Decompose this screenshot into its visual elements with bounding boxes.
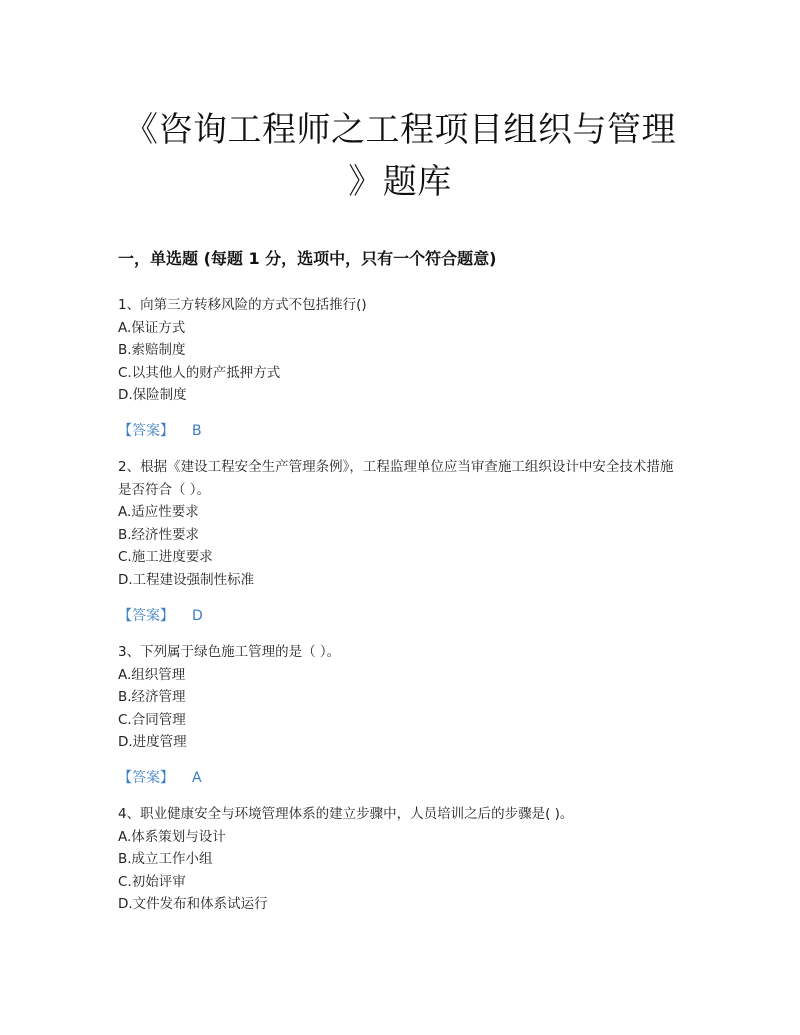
question-4: [118, 803, 678, 916]
question-3: [118, 641, 678, 754]
question-text: 2、根据《建设工程安全生产管理条例》，工程监理单位应当审查施工组织设计中安全技术措施是否符合（ ）。: [118, 459, 674, 498]
option-a: A.保证方式: [118, 319, 186, 336]
option-c: C.施工进度要求: [118, 549, 213, 565]
option-c: C.以其他人的财产抵押方式: [118, 364, 281, 381]
section-heading: 一，单选题 (每题 1 分，选项中，只有一个符合题意): [118, 249, 497, 268]
answer-label: 【答案】: [118, 423, 174, 439]
answer-value: B: [192, 423, 202, 439]
question-text: 1、向第三方转移风险的方式不包括推行(): [118, 297, 367, 313]
option-d: D.保险制度: [118, 387, 187, 403]
option-b: B.经济管理: [118, 689, 186, 705]
option-c: C.初始评审: [118, 873, 186, 890]
question-2: [118, 456, 678, 591]
option-a: A.适应性要求: [118, 504, 199, 520]
document-title-line-1: 《咨询工程师之工程项目组织与管理: [124, 110, 676, 150]
document-title-line-2: 》题库: [348, 162, 452, 202]
option-d: D.文件发布和体系试运行: [118, 896, 268, 912]
option-c: C.合同管理: [118, 711, 186, 728]
question-text: 4、职业健康安全与环境管理体系的建立步骤中，人员培训之后的步骤是( )。: [118, 806, 574, 822]
answer-value: A: [192, 770, 202, 786]
answer-label: 【答案】: [118, 770, 174, 786]
option-a: A.体系策划与设计: [118, 828, 226, 845]
answer-1: [118, 420, 202, 440]
option-b: B.经济性要求: [118, 526, 200, 543]
answer-value: D: [192, 608, 203, 624]
document-title: [110, 104, 690, 208]
option-d: D.进度管理: [118, 734, 187, 750]
question-text: 3、下列属于绿色施工管理的是（ ）。: [118, 644, 341, 660]
option-b: B.成立工作小组: [118, 851, 213, 867]
answer-2: [118, 605, 203, 625]
option-a: A.组织管理: [118, 666, 186, 683]
question-1: [118, 294, 678, 407]
answer-3: [118, 767, 202, 787]
option-d: D.工程建设强制性标准: [118, 571, 255, 588]
option-b: B.索赔制度: [118, 342, 186, 358]
answer-label: 【答案】: [118, 608, 174, 624]
